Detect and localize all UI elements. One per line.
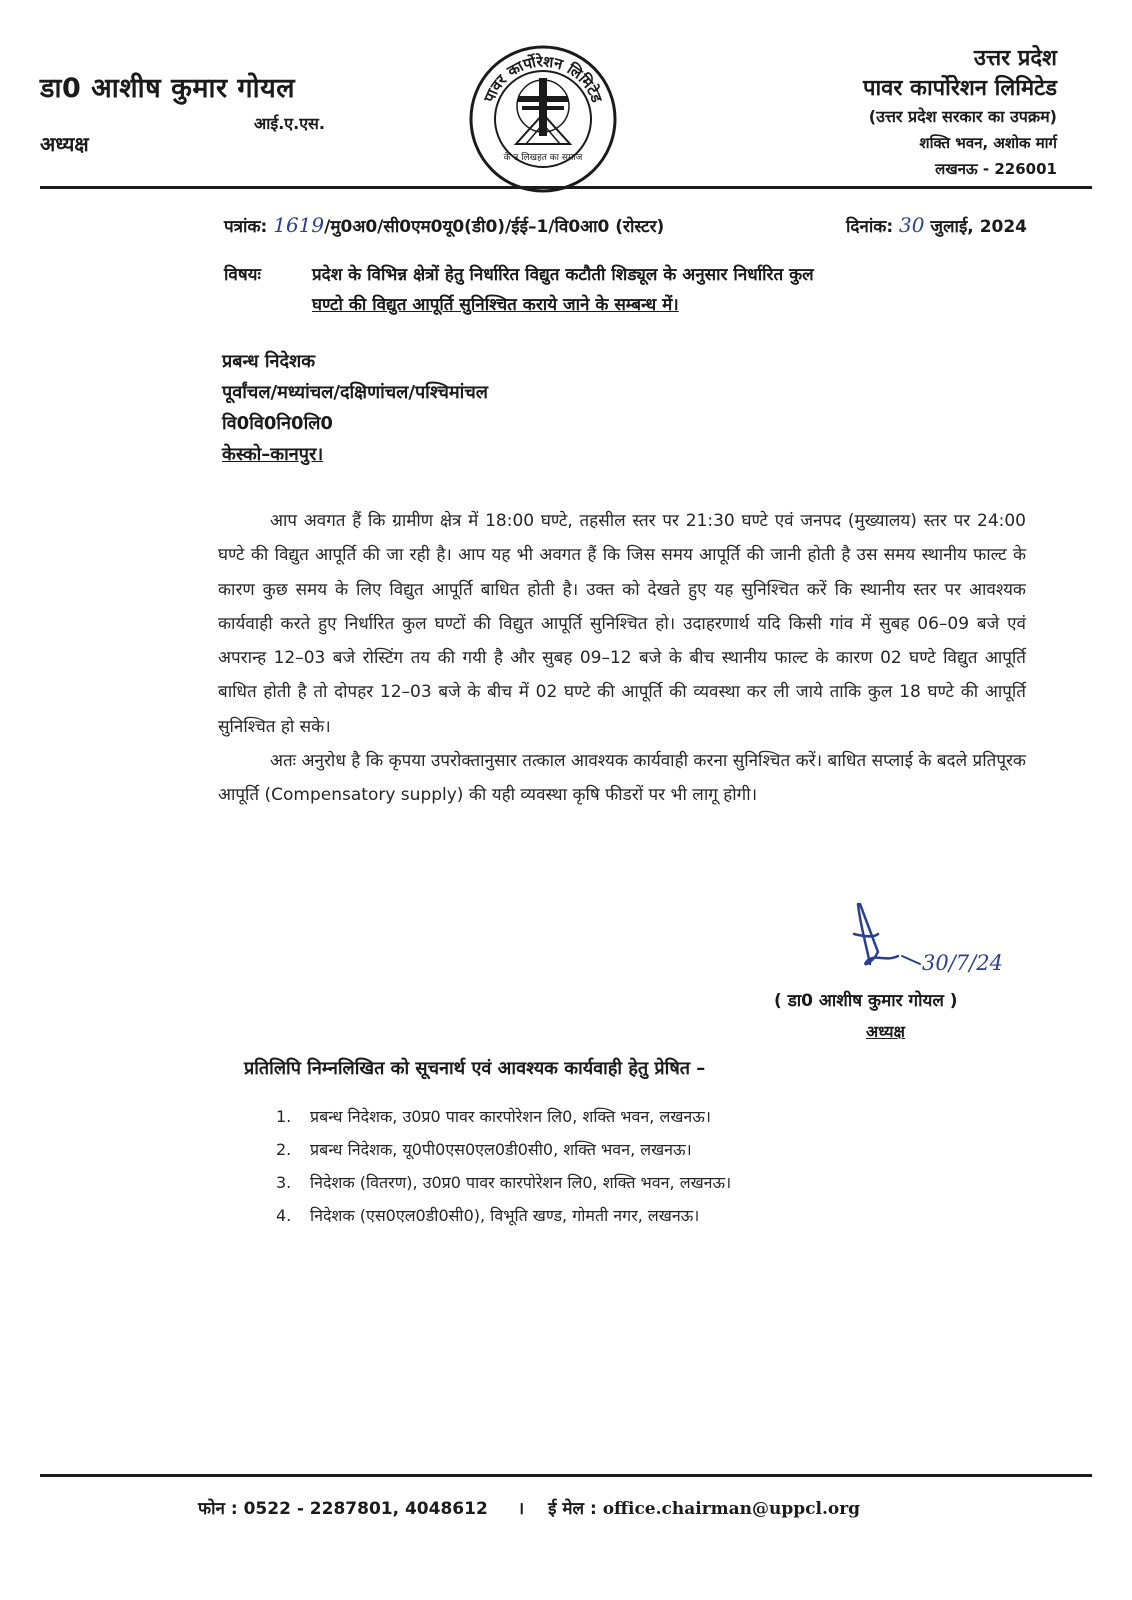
addressee-line-1: प्रबन्ध निदेशक [222,351,316,372]
list-item: 3. निदेशक (वितरण), उ0प्र0 पावर कारपोरेशन लि0, शक्ति भवन, लखनऊ। [276,1173,732,1192]
reference-label: पत्रांक: [224,217,268,237]
body-paragraph-1: आप अवगत हैं कि ग्रामीण क्षेत्र में 18:00 घण्टे, तहसील स्तर पर 21:30 घण्टे एवं जनपद (मुख्यालय) स्तर पर 24:00 घण्टे की विद्युत आपूर्ति की जा रही है। आप यह भी अवगत हैं कि जिस समय आपूर्ति की जानी होती है उस समय स्थानीय फाल्ट के कारण कुछ समय के लिए विद्युत आपूर्ति बाधित होती है। उक्त को देखते हुए यह सुनिश्चित करें कि स्थानीय स्तर पर आवश्यक कार्यवाही करते हुए निर्धारित कुल घण्टों की विद्युत आपूर्ति सुनिश्चित हो। उदाहरणार्थ यदि किसी गांव में सुबह 06–09 बजे एवं अपरान्ह 12–03 बजे रोस्टिंग तय की गयी है और सुबह 09–12 बजे के बीच स्थानीय फाल्ट के कारण 02 घण्टे विद्युत आपूर्ति बाधित होती है तो दोपहर 12–03 बजे के बीच में 02 घण्टे की आपूर्ति की व्यवस्था कर ली जाये ताकि कुल 18 घण्टे की आपूर्ति सुनिश्चित हो सके। [218,511,1026,737]
corp-address: शक्ति भवन, अशोक मार्ग [919,134,1057,152]
emblem-ring-text: पावर कार्पोरेशन लिमिटेड [480,52,606,105]
copy-to-heading: प्रतिलिपि निम्नलिखित को सूचनार्थ एवं आवश्यक कार्यवाही हेतु प्रेषित – [244,1058,706,1079]
copy-to-list [276,1100,731,1232]
corp-undertaking: (उत्तर प्रदेश सरकार का उपक्रम) [868,107,1057,126]
footer-contact [198,1496,860,1519]
reference-line [224,213,664,237]
footer-divider [40,1474,1092,1477]
phone-label: फोन : [198,1499,238,1519]
officer-name: डा0 आशीष कुमार गोयल [40,73,296,104]
date-rest: जुलाई, 2024 [930,217,1028,237]
subject-text [312,260,1024,320]
body-paragraph-2: अतः अनुरोध है कि कृपया उपरोक्तानुसार तत्काल आवश्यक कार्यवाही करना सुनिश्चित करें। बाधित सप्लाई के बदले प्रतिपूरक आपूर्ति (Compensatory supply) की यही व्यवस्था कृषि फीडरों पर भी लागू होगी। [218,751,1026,806]
emblem-motto: के उ लिखहत का समाज [503,153,583,163]
subject-line-1: प्रदेश के विभिन्न क्षेत्रों हेतु निर्धारित विद्युत कटौती शिड्यूल के अनुसार निर्धारित कुल [312,265,814,285]
subject-line-2: घण्टो की विद्युत आपूर्ति सुनिश्चित कराये जाने के सम्बन्ध में। [312,295,679,315]
signatory-role: अध्यक्ष [866,1022,905,1041]
signature-date: 30/7/24 [922,951,1003,975]
corp-name: पावर कार्पोरेशन लिमिटेड [862,76,1057,101]
phone-number: 0522 - 2287801, 4048612 [243,1499,488,1519]
email-label: ई मेल : [548,1499,597,1519]
list-item: 2. प्रबन्ध निदेशक, यू0पी0एस0एल0डी0सी0, शक्ति भवन, लखनऊ। [276,1140,692,1159]
signature-icon [846,894,1016,984]
corp-city: लखनऊ - 226001 [935,160,1057,178]
footer-separator: । [517,1499,525,1519]
list-item: 1. प्रबन्ध निदेशक, उ0प्र0 पावर कारपोरेशन लि0, शक्ति भवन, लखनऊ। [276,1107,711,1126]
letterhead-left [40,68,325,156]
officer-service: आई.ए.एस. [254,114,325,133]
uppcl-emblem-icon [468,44,618,194]
subject-label: विषयः [224,265,261,285]
signatory-name: ( डा0 आशीष कुमार गोयल ) [774,991,958,1011]
date-line [846,213,1027,237]
letter-body [218,504,1026,813]
addressee-line-3: वि0वि0नि0लि0 [222,413,333,434]
addressee-line-2: पूर्वांचल/मध्यांचल/दक्षिणांचल/पश्चिमांचल [222,382,488,403]
list-item: 4. निदेशक (एस0एल0डी0सी0), विभूति खण्ड, गोमती नगर, लखनऊ। [276,1206,700,1225]
addressee-block [222,346,488,470]
letterhead-right [863,44,1057,182]
header-divider [40,186,1092,189]
reference-suffix: /मु0अ0/सी0एम0यू0(डी0)/ईई–1/वि0आ0 (रोस्टर) [324,217,665,237]
addressee-line-4: केस्को–कानपुर। [222,444,324,465]
corp-state: उत्तर प्रदेश [973,46,1057,71]
date-day: 30 [899,213,925,237]
reference-number: 1619 [273,213,325,237]
officer-role: अध्यक्ष [40,132,89,156]
date-label: दिनांक: [846,217,894,237]
email-address: office.chairman@uppcl.org [602,1499,861,1519]
